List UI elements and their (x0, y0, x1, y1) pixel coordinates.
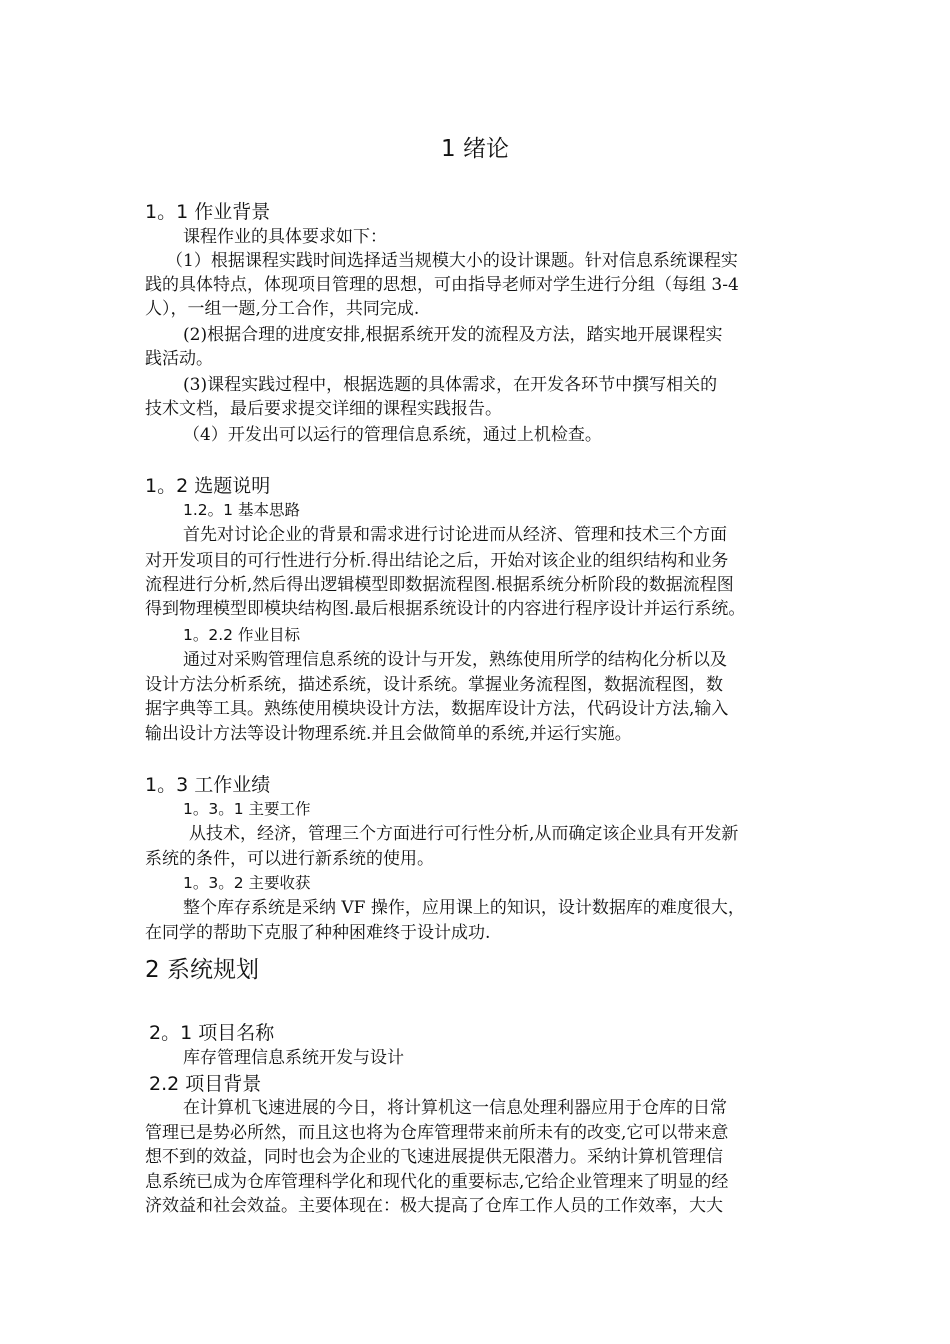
body-line: (2)根据合理的进度安排,根据系统开发的流程及方法，踏实地开展课程实 (183, 325, 723, 345)
body-line: 流程进行分析,然后得出逻辑模型即数据流程图.根据系统分析阶段的数据流程图 (145, 575, 734, 595)
chapter-title: 1 绪论 (441, 136, 509, 162)
body-line: (3)课程实践过程中，根据选题的具体需求，在开发各环节中撰写相关的 (183, 375, 718, 395)
body-line: 系统的条件，可以进行新系统的使用。 (145, 849, 434, 869)
section-heading: 2。1 项目名称 (149, 1022, 275, 1044)
body-line: 管理已是势必所然，而且这也将为仓库管理带来前所未有的改变,它可以带来意 (145, 1123, 729, 1143)
body-line: 技术文档，最后要求提交详细的课程实践报告。 (145, 399, 502, 419)
body-line: 人），一组一题,分工合作，共同完成. (145, 299, 420, 319)
body-line: 践的具体特点，体现项目管理的思想，可由指导老师对学生进行分组（每组 3-4 (145, 275, 739, 295)
body-line: 对开发项目的可行性进行分析.得出结论之后，开始对该企业的组织结构和业务 (145, 551, 729, 571)
body-line: 库存管理信息系统开发与设计 (183, 1048, 404, 1068)
body-line: 输出设计方法等设计物理系统.并且会做简单的系统,并运行实施。 (145, 724, 632, 744)
subsection-heading: 1。3。2 主要收获 (183, 874, 311, 892)
subsection-heading: 1。3。1 主要工作 (183, 800, 311, 818)
body-line: 息系统已成为仓库管理科学化和现代化的重要标志,它给企业管理来了明显的经 (145, 1172, 729, 1192)
section-heading: 1。3 工作业绩 (145, 774, 271, 796)
body-line: （1）根据课程实践时间选择适当规模大小的设计课题。针对信息系统课程实 (166, 251, 738, 271)
body-line: 得到物理模型即模块结构图.最后根据系统设计的内容进行程序设计并运行系统。 (145, 599, 746, 619)
body-line: 据字典等工具。熟练使用模块设计方法，数据库设计方法，代码设计方法,输入 (145, 699, 729, 719)
body-line: 首先对讨论企业的背景和需求进行讨论进而从经济、管理和技术三个方面 (183, 525, 727, 545)
body-line: 想不到的效益，同时也会为企业的飞速进展提供无限潜力。采纳计算机管理信 (145, 1147, 723, 1167)
section-heading: 2.2 项目背景 (149, 1073, 262, 1095)
body-line: 设计方法分析系统，描述系统，设计系统。掌握业务流程图，数据流程图，数 (145, 675, 723, 695)
body-line: 整个库存系统是采纳 VF 操作，应用课上的知识，设计数据库的难度很大， (183, 898, 745, 918)
subsection-heading: 1。2.2 作业目标 (183, 626, 300, 644)
body-line: 通过对采购管理信息系统的设计与开发，熟练使用所学的结构化分析以及 (183, 650, 727, 670)
subsection-heading: 1.2。1 基本思路 (183, 501, 300, 519)
body-line: （4）开发出可以运行的管理信息系统，通过上机检查。 (183, 425, 602, 445)
section-heading: 1。2 选题说明 (145, 475, 271, 497)
body-line: 在计算机飞速进展的今日，将计算机这一信息处理利器应用于仓库的日常 (183, 1098, 727, 1118)
body-line: 济效益和社会效益。主要体现在：极大提高了仓库工作人员的工作效率，大大 (145, 1196, 723, 1216)
section-heading: 1。1 作业背景 (145, 201, 271, 223)
body-line: 从技术，经济，管理三个方面进行可行性分析,从而确定该企业具有开发新 (189, 824, 739, 844)
chapter-title: 2 系统规划 (145, 957, 259, 983)
body-line: 课程作业的具体要求如下： (183, 227, 387, 247)
body-line: 践活动。 (145, 349, 213, 369)
body-line: 在同学的帮助下克服了种种困难终于设计成功. (145, 923, 491, 943)
